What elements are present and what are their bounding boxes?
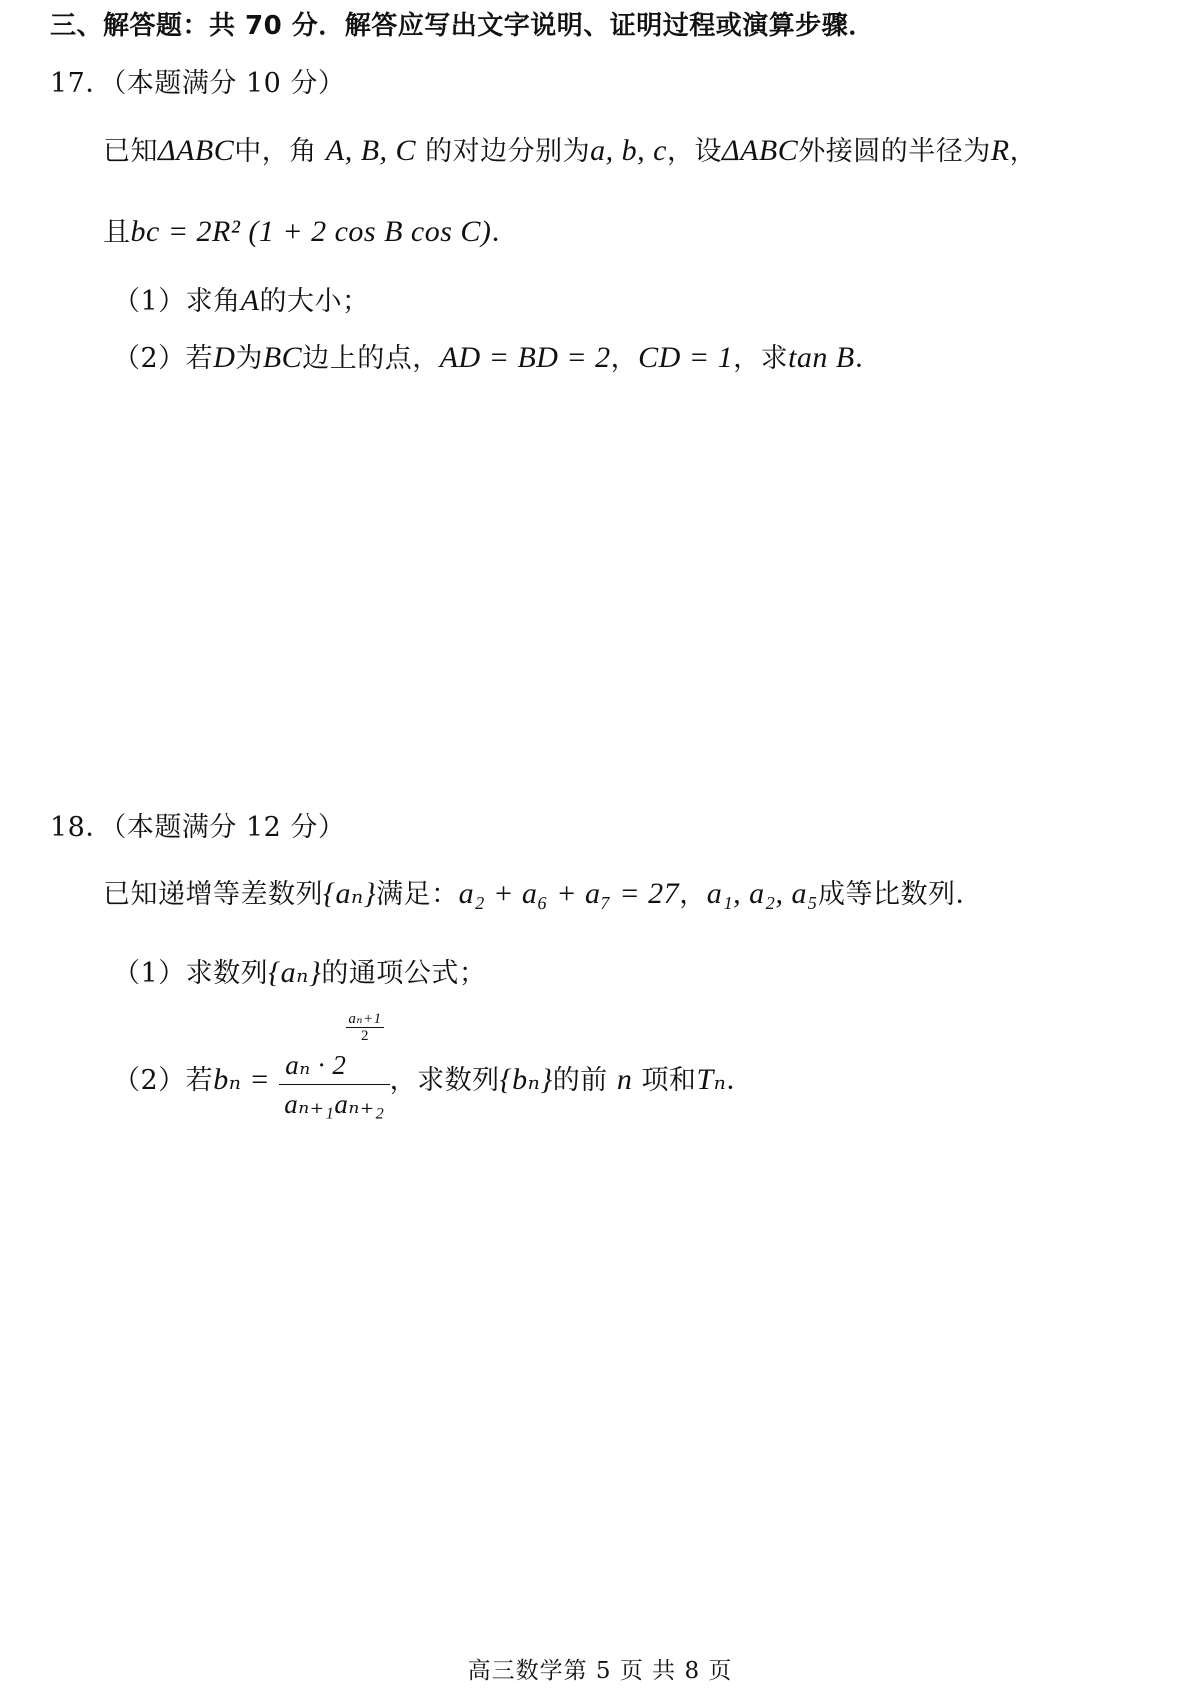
text: ，求数列 bbox=[389, 1065, 500, 1096]
math-var: n bbox=[616, 1063, 633, 1096]
math-numerator: aₙ · 2 bbox=[285, 1049, 347, 1080]
math-var: BC bbox=[262, 341, 303, 374]
math-lhs: bₙ = bbox=[213, 1063, 271, 1096]
math-var: A bbox=[240, 284, 260, 317]
math-terms: a₁, a₂, a₅ bbox=[706, 877, 818, 910]
text: 项和 bbox=[641, 1065, 697, 1096]
q17-heading: 17．（本题满分 10 分） bbox=[50, 68, 346, 99]
q17-part1 bbox=[113, 283, 370, 320]
q18-part1 bbox=[113, 955, 486, 992]
math-var: Tₙ bbox=[696, 1063, 727, 1096]
q18-heading: 18．（本题满分 12 分） bbox=[50, 812, 346, 843]
math-angles: A, B, C bbox=[325, 134, 417, 167]
text: ， bbox=[610, 343, 639, 374]
text: 满足： bbox=[376, 879, 459, 910]
math-equation: a₂ + a₆ + a₇ = 27 bbox=[458, 877, 680, 910]
math-tan: tan B bbox=[788, 341, 855, 374]
text: ，设 bbox=[666, 136, 722, 167]
text: 已知递增等差数列 bbox=[103, 879, 323, 910]
math-var: D bbox=[213, 341, 236, 374]
math-condition: bc = 2R² (1 + 2 cos B cos C) bbox=[130, 215, 492, 248]
text: 的前 bbox=[552, 1065, 608, 1096]
text: ， bbox=[679, 879, 707, 910]
page-footer: 高三数学第 5 页 共 8 页 bbox=[467, 1658, 733, 1684]
exponent-fraction bbox=[346, 1011, 383, 1044]
q17-part2 bbox=[113, 340, 882, 377]
text: 的通项公式； bbox=[321, 958, 487, 989]
math-radius: R bbox=[990, 134, 1010, 167]
text: 外接圆的半径为 bbox=[798, 136, 991, 167]
text: 已知 bbox=[103, 136, 158, 167]
math-triangle: ΔABC bbox=[721, 134, 799, 167]
text: （2）若 bbox=[113, 343, 214, 374]
q18-part2 bbox=[113, 1010, 754, 1121]
text: ，求 bbox=[733, 343, 789, 374]
text: ， bbox=[1009, 136, 1038, 167]
math-equation: CD = 1 bbox=[638, 341, 734, 374]
text: （1）求数列 bbox=[113, 958, 269, 989]
exponent-denominator: 2 bbox=[360, 1027, 369, 1044]
text: ． bbox=[491, 217, 519, 248]
math-equation: AD = BD = 2 bbox=[439, 341, 611, 374]
fraction-numerator bbox=[279, 1010, 389, 1085]
q18-stem bbox=[103, 876, 983, 913]
fraction-denominator: aₙ₊₁aₙ₊₂ bbox=[284, 1088, 385, 1119]
text: （2）若 bbox=[113, 1065, 214, 1096]
exponent-numerator: aₙ+1 bbox=[348, 1010, 382, 1027]
math-seq: {aₙ} bbox=[323, 877, 377, 910]
text: 的大小； bbox=[259, 286, 370, 317]
math-seq: {bₙ} bbox=[499, 1063, 553, 1096]
fraction bbox=[279, 1010, 389, 1119]
text: （1）求角 bbox=[113, 286, 241, 317]
section-header: 三、解答题：共 70 分．解答应写出文字说明、证明过程或演算步骤． bbox=[50, 11, 875, 41]
text: 为 bbox=[235, 343, 263, 374]
text: ． bbox=[726, 1065, 754, 1096]
math-sides: a, b, c bbox=[590, 134, 667, 167]
text: 且 bbox=[103, 217, 131, 248]
text: 中，角 bbox=[234, 136, 317, 167]
text: 边上的点， bbox=[302, 343, 440, 374]
text: ． bbox=[854, 343, 883, 374]
math-triangle: ΔABC bbox=[158, 134, 235, 167]
text: 的对边分别为 bbox=[425, 136, 591, 167]
text: 成等比数列． bbox=[817, 879, 983, 910]
q17-stem-line1 bbox=[103, 133, 1037, 170]
math-seq: {aₙ} bbox=[268, 956, 322, 989]
q17-stem-line2 bbox=[103, 214, 519, 251]
